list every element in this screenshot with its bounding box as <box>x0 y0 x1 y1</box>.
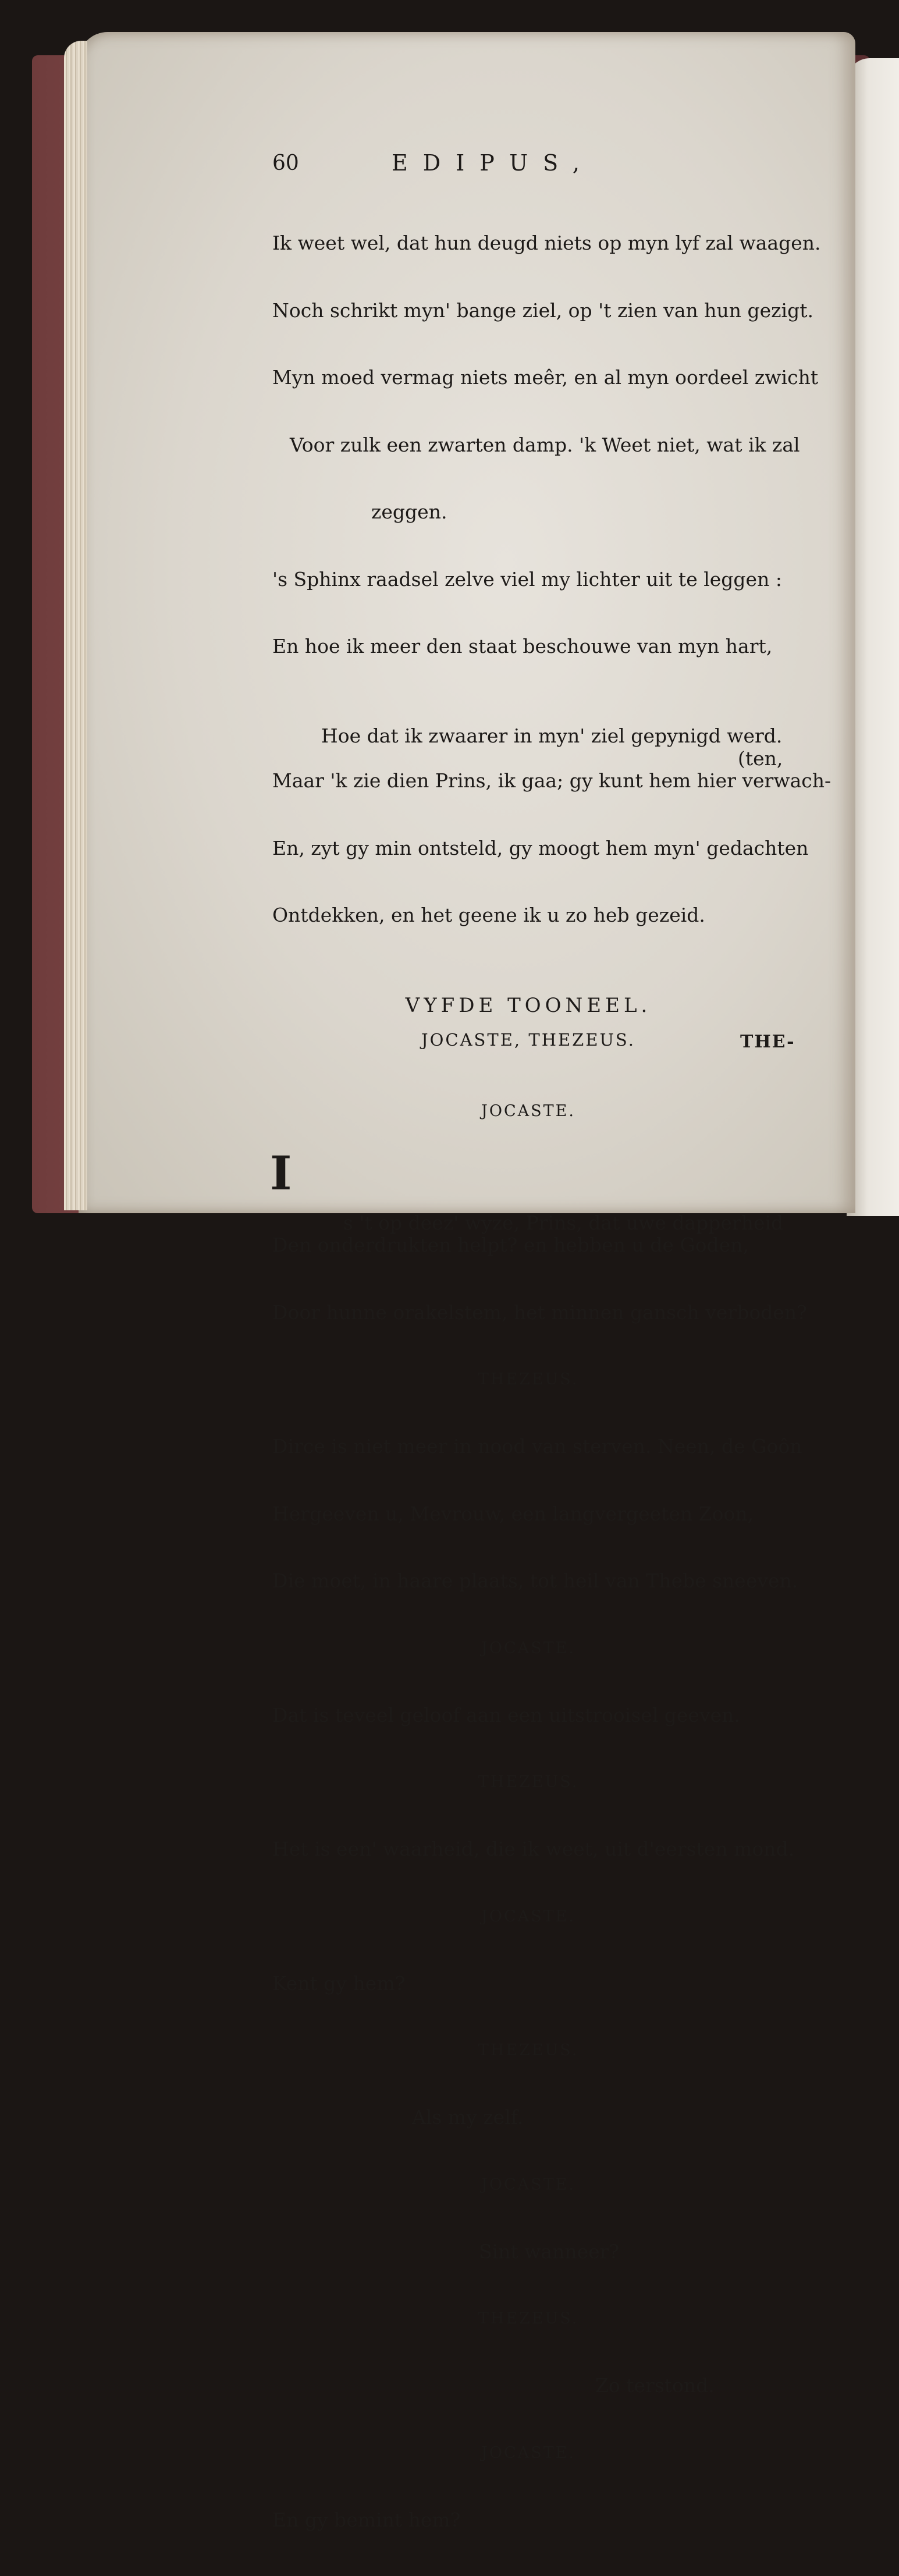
verse-line: Het is een' waarheid, die ik weet, uit d'eersten mond. <box>272 1838 808 1861</box>
verse-line: En hoe ik meer den staat beschouwe van myn hart, <box>272 635 808 658</box>
verse-line-text: s 't op deez' wyze, Prins, dat uwe dapperheid <box>321 1211 783 1234</box>
verse-line: Dat is teveel geloof aan een uitstrooisel geeven. <box>272 1704 808 1727</box>
speaker-label: JOCASTE. <box>272 1906 784 1928</box>
speaker-label: JOCASTE. <box>272 2174 784 2196</box>
verse-line: Zo terstond. <box>272 2375 808 2397</box>
carried-word: (ten, <box>738 748 783 770</box>
verse-line: Maar 'k zie dien Prins, ik gaa; gy kunt hem hier verwach- <box>272 770 808 793</box>
verse-line: En, zyt gy min ontsteld, gy moogt hem myn' gedachten <box>272 837 808 860</box>
page-number: 60 <box>272 151 299 175</box>
verse-line-text: Hoe dat ik zwaarer in myn' ziel gepynigd werd. <box>321 724 783 747</box>
verse-line: Myn moed vermag niets meêr, en al myn oordeel zwicht <box>272 367 808 389</box>
verse-line: Als my zelf. <box>272 2106 808 2129</box>
verse-line: Sint wanneer? <box>272 2241 808 2264</box>
drop-cap: I <box>270 1150 292 1196</box>
speaker-label: THEZEUS. <box>272 1771 784 1793</box>
speaker-label: JOCASTE. <box>272 2442 784 2464</box>
speaker-label: THEZEUS. <box>272 2308 784 2330</box>
verse-line: Hergeeven u, Mevrouw, een langvergeeten Zoon, <box>272 1503 808 1526</box>
page-header <box>272 151 808 187</box>
scene-cast: JOCASTE, THEZEUS. <box>272 1030 784 1050</box>
verse-line: Ontdekken, en het geene ik u zo heb gezeid. <box>272 904 808 927</box>
photo-scene <box>0 0 891 1209</box>
verse-line: Ik weet wel, dat hun deugd niets op myn lyf zal waagen. <box>272 232 808 255</box>
verse-line-drop-cap <box>272 1167 808 1190</box>
dialogue-block <box>272 1056 808 2576</box>
verse-line: 's Sphinx raadsel zelve viel my lichter uit te leggen : <box>272 569 808 591</box>
verse-line: Door hunne orakelstem, het minnen gansch verboden? <box>272 1302 808 1324</box>
page-block-edges <box>64 41 87 1210</box>
verse-line-with-carry <box>272 703 808 726</box>
speaker-label: JOCASTE. <box>272 1637 784 1660</box>
verse-line-turnover: zeggen. <box>272 501 808 524</box>
scene-title: VYFDE TOONEEL. <box>272 994 784 1017</box>
verse-line: Kent gy hem? <box>272 1973 808 1995</box>
running-title: EDIPUS, <box>392 150 595 176</box>
verse-line: En gy bemint hem? <box>272 2509 808 2532</box>
verse-line: Voor zulk een zwarten damp. 'k Weet niet, wat ik zal <box>272 434 808 457</box>
verse-line: Noch schrikt myn' bange ziel, op 't zien van hun gezigt. <box>272 300 808 322</box>
catchword: THE- <box>740 1032 795 1052</box>
verse-block-top <box>272 187 808 972</box>
verse-line: Den onderdrukten helpt? en hebben u de Goden, <box>272 1234 808 1257</box>
speaker-label: THEZEUS. <box>272 2040 784 2062</box>
speaker-label: JOCASTE. <box>272 1100 784 1122</box>
verse-line: Dirce is niet meer in nood van sterven. Neen, de Goôn <box>272 1436 808 1458</box>
page-text <box>272 151 808 2576</box>
speaker-label: THEZEUS. <box>272 1369 784 1391</box>
verse-line: Die moet, in haare plaats, tot heil van Thebe sneeven. <box>272 1570 808 1593</box>
